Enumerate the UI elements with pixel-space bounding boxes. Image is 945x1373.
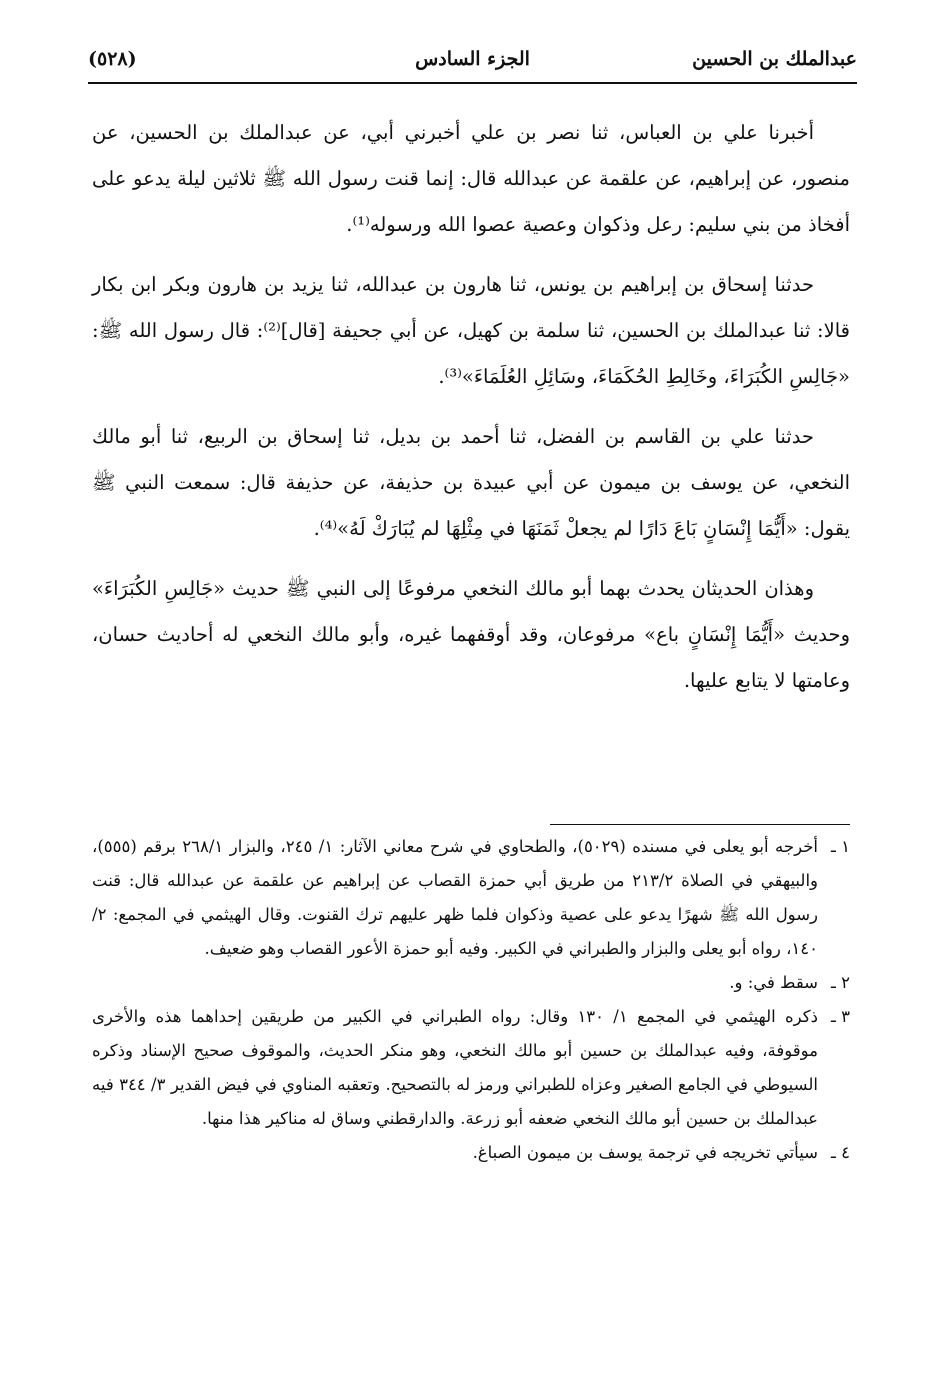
footnote-number: ٣ ـ	[831, 1007, 850, 1026]
footnote-number: ١ ـ	[831, 837, 850, 856]
footnote-text: أخرجه أبو يعلى في مسنده (٥٠٢٩)، والطحاوي في شرح معاني الآثار: ١/ ٢٤٥، والبزار ٢٦٨/١ برقم (٥٥٥)، والبيهقي في الصلاة ٢١٣/٢ من طريق أبي حمزة القصاب عن إبراهيم عن علقمة عن عبدالله قال: قنت رسول الله ﷺ شهرًا يدعو على عصية وذكوان فلما ظهر عليهم ترك القنوت. وقال الهيثمي في المجمع: ٢/ ١٤٠، رواه أبو يعلى والبزار والطبراني في الكبير. وفيه أبو حمزة الأعور القصاب وهو ضعيف.	[92, 837, 818, 958]
footnote-number: ٢ ـ	[831, 973, 850, 992]
footnote-separator	[550, 824, 850, 825]
header-rule	[88, 82, 857, 84]
footnotes	[92, 830, 850, 1170]
running-header	[88, 44, 857, 80]
paragraph: حدثنا إسحاق بن إبراهيم بن يونس، ثنا هارون بن عبدالله، ثنا يزيد بن هارون وبكر ابن بكار قالا: ثنا عبدالملك بن الحسين، ثنا سلمة بن كهيل، عن أبي جحيفة [قال]⁽²⁾: قال رسول الله ﷺ: «جَالِسِ الكُبَرَاءَ، وخَالِطِ الحُكَمَاءَ، وسَائِلِ العُلَمَاءَ»⁽³⁾.	[92, 273, 850, 388]
footnote-text: سيأتي تخريجه في ترجمة يوسف بن ميمون الصباغ.	[472, 1143, 818, 1162]
paragraph: حدثنا علي بن القاسم بن الفضل، ثنا أحمد بن بديل، ثنا إسحاق بن الربيع، ثنا أبو مالك النخعي، عن يوسف بن ميمون عن أبي عبيدة بن حذيفة، عن حذيفة قال: سمعت النبي ﷺ يقول: «أَيُّمَا إِنْسَانٍ بَاعَ دَارًا لم يجعلْ ثَمَنَهَا في مِثْلِهَا لم يُبَارَكْ لَهُ»⁽⁴⁾.	[92, 425, 850, 540]
header-part: الجزء السادس	[415, 48, 530, 70]
footnote	[92, 830, 850, 966]
footnote-number: ٤ ـ	[831, 1143, 850, 1162]
footnote	[92, 966, 850, 1000]
paragraph: أخبرنا علي بن العباس، ثنا نصر بن علي أخبرني أبي، عن عبدالملك بن الحسين، عن منصور، عن إبراهيم، عن علقمة عن عبدالله قال: إنما قنت رسول الله ﷺ ثلاثين ليلة يدعو على أفخاذ من بني سليم: رعل وذكوان وعصية عصوا الله ورسوله⁽¹⁾.	[92, 121, 850, 236]
main-text	[92, 110, 850, 718]
footnote-text: سقط في: و.	[729, 973, 818, 992]
page-number: (٥٢٨)	[88, 48, 137, 70]
header-narrator: عبدالملك بن الحسين	[692, 48, 857, 70]
footnote	[92, 1000, 850, 1136]
footnote-text: ذكره الهيثمي في المجمع ١/ ١٣٠ وقال: رواه الطبراني في الكبير من طريقين إحداهما هذه والأخرى موقوفة، وفيه عبدالملك بن حسين أبو مالك النخعي، وهو منكر الحديث، والموقوف صحيح الإسناد وذكره السيوطي في الجامع الصغير وعزاه للطبراني ورمز له بالتصحيح. وتعقبه المناوي في فيض القدير ٣/ ٣٤٤ فيه عبدالملك بن حسين أبو مالك النخعي ضعفه أبو زرعة. والدارقطني وساق له مناكير هذا منها.	[92, 1007, 818, 1128]
paragraph: وهذان الحديثان يحدث بهما أبو مالك النخعي مرفوعًا إلى النبي ﷺ حديث «جَالِسِ الكُبَرَاءَ» وحديث «أَيُّمَا إِنْسَانٍ باع» مرفوعان، وقد أوقفهما غيره، وأبو مالك النخعي له أحاديث حسان، وعامتها لا يتابع عليها.	[92, 577, 850, 692]
footnote	[92, 1136, 850, 1170]
